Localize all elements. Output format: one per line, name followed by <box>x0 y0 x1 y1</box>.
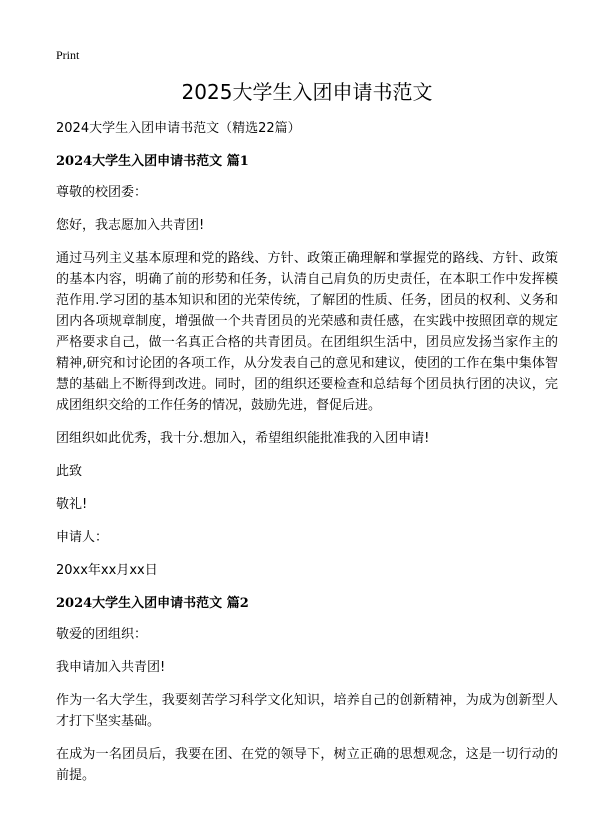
closing-line-1: 此致 <box>56 464 83 479</box>
document-subtitle: 2024大学生入团申请书范文（精选22篇） <box>56 121 301 136</box>
body-paragraph-2: 作为一名大学生，我要刻苦学习科学文化知识，培养自己的创新精神，为成为创新型人才打下坚实基础。 <box>56 693 558 729</box>
section-heading-2: 2024大学生入团申请书范文 篇2 <box>56 596 249 611</box>
body-paragraph-1: 通过马列主义基本原理和党的路线、方针、政策正确理解和掌握党的路线、方针、政策的基本内容，明确了前的形势和任务，认清自己肩负的历史责任，在本职工作中发挥模范作用.学习团的基本知识和团的光荣传统，了解团的性质、任务，团员的权利、义务和团内各项规章制度，增强做一个共青团员的光荣感和责任感，在实践中按照团章的规定严格要求自己，做一名真正合格的共青团员。在团组织生活中，团员应发扬当家作主的精神,研究和讨论团的各项工作，从分发表自己的意见和建议，使团的工作在集中集体智慧的基础上不断得到改进。同时，团的组织还要检查和总结每个团员执行团的决议，完成团组织交给的工作任务的情况，鼓励先进，督促后进。 <box>56 251 558 413</box>
salutation-1: 尊敬的校团委： <box>56 185 148 200</box>
section-heading-1: 2024大学生入团申请书范文 篇1 <box>56 154 249 169</box>
greeting-1: 您好，我志愿加入共青团! <box>56 218 205 233</box>
page-title: 2025大学生入团申请书范文 <box>181 80 433 104</box>
greeting-2: 我申请加入共青团! <box>56 660 166 675</box>
salutation-2: 敬爱的团组织： <box>56 627 148 642</box>
print-link[interactable]: Print <box>56 48 80 62</box>
closing-line-2: 敬礼! <box>56 497 88 512</box>
request-paragraph: 团组织如此优秀，我十分.想加入，希望组织能批准我的入团申请! <box>56 431 430 446</box>
date-line: 20xx年xx月xx日 <box>56 563 158 578</box>
body-paragraph-3: 在成为一名团员后，我要在团、在党的领导下，树立正确的思想观念，这是一切行动的前提。 <box>56 747 558 783</box>
applicant-label: 申请人： <box>56 530 109 545</box>
document-body <box>56 118 558 798</box>
